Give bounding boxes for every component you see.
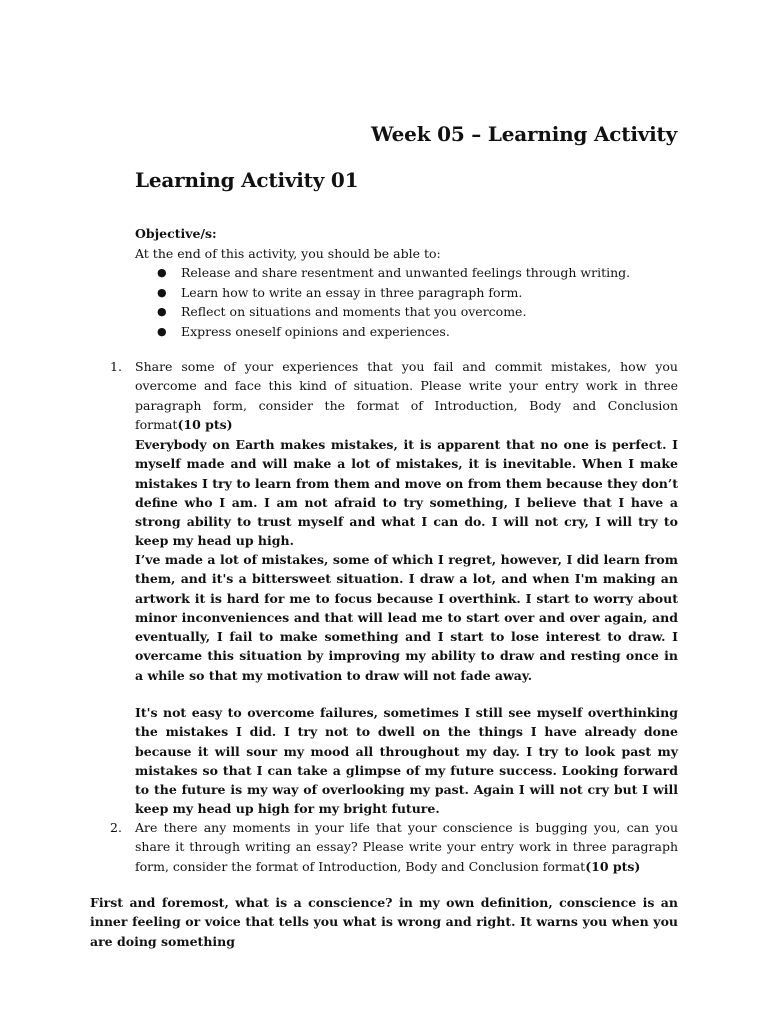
objectives-heading: Objective/s: — [135, 226, 217, 241]
objective-item — [135, 263, 680, 283]
objective-text: Learn how to write an essay in three paragraph form. — [181, 284, 523, 300]
objectives-list — [135, 263, 680, 341]
question-text: Share some of your experiences that you fail and commit mistakes, how you overcome and face this kind of situation. Please write your entry work in three paragraph form, consider the format of Introduction, Body and Conclusion format — [135, 359, 678, 432]
objectives-intro: At the end of this activity, you should be able to: — [135, 245, 441, 261]
bullet-icon: ● — [157, 285, 167, 299]
objectives-section — [135, 224, 680, 341]
question-number: 1. — [110, 359, 122, 374]
question-2 — [110, 818, 678, 876]
objective-text: Release and share resentment and unwanted feelings through writing. — [181, 265, 631, 280]
bullet-icon: ● — [157, 266, 167, 279]
objective-text: Express oneself opinions and experiences. — [181, 323, 450, 339]
answer-paragraph: First and foremost, what is a conscience? in my own definition, conscience is an inner feeling or voice that tells you what is wrong and right. It warns you when you are doing something — [90, 895, 678, 949]
question-text: Are there any moments in your life that your conscience is bugging you, can you share it through writing an essay? Please write your entry work in three paragraph form, consider the format of Introduction, Body and Conclusion format — [135, 820, 678, 874]
bullet-icon: ● — [157, 305, 167, 318]
question-1 — [110, 357, 678, 434]
objective-item — [135, 322, 680, 342]
activity-title: Learning Activity 01 — [135, 168, 359, 192]
week-title: Week 05 – Learning Activity — [371, 122, 677, 146]
answer-paragraph: It's not easy to overcome failures, sometimes I still see myself overthinking the mistakes I did. I try not to dwell on the things I have already done because it will sour my mood all throughout my day. I try to look past my mistakes so that I can take a glimpse of my future success. Looking forward to the future is my way of overlooking my past. Again I will not cry but I will keep my head up high for my bright future. — [135, 705, 678, 817]
objective-text: Reflect on situations and moments that you overcome. — [181, 304, 527, 319]
question-points: (10 pts) — [585, 858, 641, 874]
question-points: (10 pts) — [177, 416, 233, 432]
bullet-icon: ● — [157, 324, 167, 338]
answer-paragraph: I’ve made a lot of mistakes, some of which I regret, however, I did learn from them, and it's a bittersweet situation. I draw a lot, and when I'm making an artwork it is hard for me to focus because I overthink. I start to worry about minor inconveniences and that will lead me to start over and over again, and eventually, I fail to make something and I start to lose interest to draw. I overcame this situation by improving my ability to draw and resting once in a while so that my motivation to draw will not fade away. — [135, 552, 678, 683]
answer-paragraph: Everybody on Earth makes mistakes, it is apparent that no one is perfect. I myself made and will make a lot of mistakes, it is inevitable. When I make mistakes I try to learn from them and move on from them because they don’t define who I am. I am not afraid to try something, I believe that I have a strong ability to trust myself and what I can do. I will not cry, I will try to keep my head up high. — [135, 437, 678, 549]
objective-item — [135, 302, 680, 322]
question-number: 2. — [110, 820, 122, 835]
objective-item — [135, 283, 680, 303]
